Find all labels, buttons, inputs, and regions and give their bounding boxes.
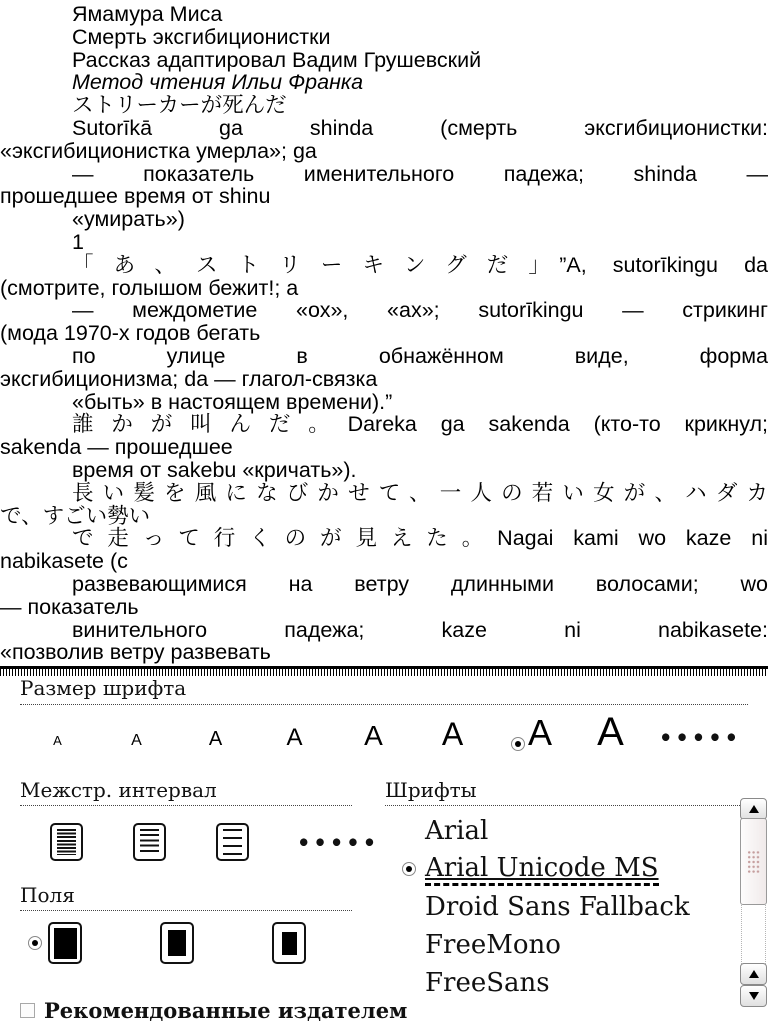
scroll-up-button[interactable] (740, 798, 767, 820)
font-list-item-1[interactable] (385, 812, 733, 850)
font-size-section-label: Размер шрифта (20, 676, 187, 700)
fonts-section-label: Шрифты (385, 778, 477, 802)
publisher-recommended-row (20, 998, 407, 1023)
book-line: — показатель (0, 594, 139, 619)
book-line: Ямамура Миса (72, 2, 223, 26)
section-rule (20, 910, 352, 911)
font-name-label: FreeSans (425, 968, 550, 998)
book-line: Рассказ адаптировал Вадим Грушевский (72, 47, 482, 72)
book-line: (мода 1970-х годов бегать (0, 321, 261, 346)
book-line: 誰かが叫んだ。Dareka ga sakenda (кто-то крикнул; (72, 412, 768, 437)
margins-section-label: Поля (20, 883, 75, 907)
font-size-sample-letter: A (286, 724, 303, 751)
font-size-option-6[interactable] (413, 718, 492, 750)
font-name-label: Droid Sans Fallback (425, 892, 690, 922)
publisher-checkbox-label: Рекомендованные издателем (44, 998, 408, 1023)
down-arrow-icon (749, 992, 759, 1000)
radio-selected-icon (402, 862, 416, 876)
panel-divider (0, 666, 768, 676)
more-font-sizes-button[interactable]: ••••• (658, 725, 742, 750)
font-size-sample-letter: A (597, 710, 624, 754)
section-rule (20, 805, 352, 806)
book-line: — показатель именительного падежа; shinda — (72, 161, 768, 186)
section-rule (385, 805, 748, 806)
scrollbar-thumb[interactable] (740, 818, 767, 905)
book-line: по улице в обнажённом виде, форма (72, 343, 768, 368)
book-line: прошедшее время от shinu (0, 184, 271, 209)
book-line: «эксгибиционистка умерла»; ga (0, 138, 317, 163)
book-line: «позволив ветру развевать (0, 640, 271, 665)
up-arrow-icon (749, 970, 759, 978)
margins-options-row (20, 920, 352, 966)
book-line: винительного падежа; kaze ni nabikasete: (72, 617, 768, 642)
font-size-option-3[interactable] (176, 729, 255, 749)
font-size-sample-letter: A (208, 728, 223, 750)
margins-icon (282, 932, 297, 955)
scroll-up-button-lower[interactable] (740, 963, 767, 985)
line-spacing-section-label: Межстр. интервал (20, 778, 217, 802)
margins-option-wide[interactable] (272, 922, 306, 964)
font-size-option-8[interactable] (571, 712, 650, 752)
font-list-item-4[interactable] (385, 926, 733, 964)
font-size-sample-letter: A (527, 712, 552, 753)
book-line: развевающимися на ветру длинными волосами; wo (72, 571, 768, 596)
font-name-label: Arial Unicode MS (425, 853, 659, 886)
font-size-option-2[interactable] (97, 733, 176, 749)
book-line: で走って行くのが見えた。Nagai kami wo kaze ni (72, 526, 768, 551)
book-line: ストリーカーが死んだ (72, 93, 287, 118)
line-spacing-option-tight[interactable] (50, 823, 83, 861)
scroll-down-button[interactable] (740, 985, 767, 1007)
line-spacing-icon (140, 829, 159, 855)
font-size-option-4[interactable] (255, 726, 334, 750)
font-size-sample-letter: A (131, 732, 142, 749)
book-line: эксгибиционизма; da — глагол-связка (0, 366, 378, 391)
font-size-sample-letter: A (441, 716, 464, 752)
book-line: で、すごい勢い (0, 503, 151, 528)
radio-selected-icon (28, 936, 42, 950)
margins-icon (54, 928, 77, 959)
book-line: время от sakebu «кричать»). (72, 457, 357, 482)
book-line: Sutorīkā ga shinda (смерть эксгибиционистки: (72, 115, 768, 140)
book-line: «быть» в настоящем времени).” (72, 389, 393, 414)
font-size-option-1[interactable] (18, 733, 97, 749)
line-spacing-option-medium[interactable] (133, 823, 166, 861)
book-line: — междометие «ох», «ах»; sutorīkingu — стрикинг (72, 298, 768, 323)
font-size-sample-letter: A (364, 720, 383, 751)
font-size-option-5[interactable] (334, 722, 413, 750)
reading-settings-panel (0, 666, 768, 1024)
book-line: nabikasete (с (0, 549, 128, 574)
book-line: «умирать») (72, 207, 185, 232)
font-size-sample-letter: A (53, 733, 62, 748)
book-line: 長い髪を風になびかせて、一人の若い女が、ハダカ (72, 480, 768, 505)
line-spacing-options-row (20, 822, 380, 862)
font-list (385, 812, 733, 1002)
font-list-scrollbar[interactable] (740, 798, 767, 1010)
margins-option-medium[interactable] (160, 922, 194, 964)
line-spacing-icon (223, 829, 242, 855)
book-line: Метод чтения Ильи Франка (72, 70, 364, 95)
font-size-options-row (18, 712, 750, 752)
thumb-grip-icon (747, 850, 760, 874)
book-line: Смерть эксгибиционистки (72, 24, 331, 49)
radio-selected-icon (511, 737, 525, 751)
font-list-item-2[interactable] (385, 850, 733, 888)
font-list-item-3[interactable] (385, 888, 733, 926)
font-size-option-7[interactable] (492, 712, 571, 753)
font-name-label: Arial (425, 816, 489, 846)
font-name-label: FreeMono (425, 930, 561, 960)
more-line-spacing-button[interactable]: ••••• (297, 829, 380, 855)
book-line: (смотрите, голышом бежит!; a (0, 275, 299, 300)
book-line: sakenda — прошедшее (0, 435, 233, 460)
margins-option-narrow[interactable] (48, 922, 82, 964)
book-line: 「あ、ストリーキングだ」”A, sutorīkingu da (72, 252, 768, 277)
line-spacing-option-loose[interactable] (216, 823, 249, 861)
up-arrow-icon (749, 805, 759, 813)
font-list-item-5[interactable] (385, 964, 733, 1002)
margins-icon (168, 930, 186, 956)
book-line: 1 (72, 229, 84, 254)
publisher-checkbox[interactable] (20, 1003, 35, 1018)
line-spacing-icon (57, 829, 76, 855)
section-rule (20, 704, 748, 705)
